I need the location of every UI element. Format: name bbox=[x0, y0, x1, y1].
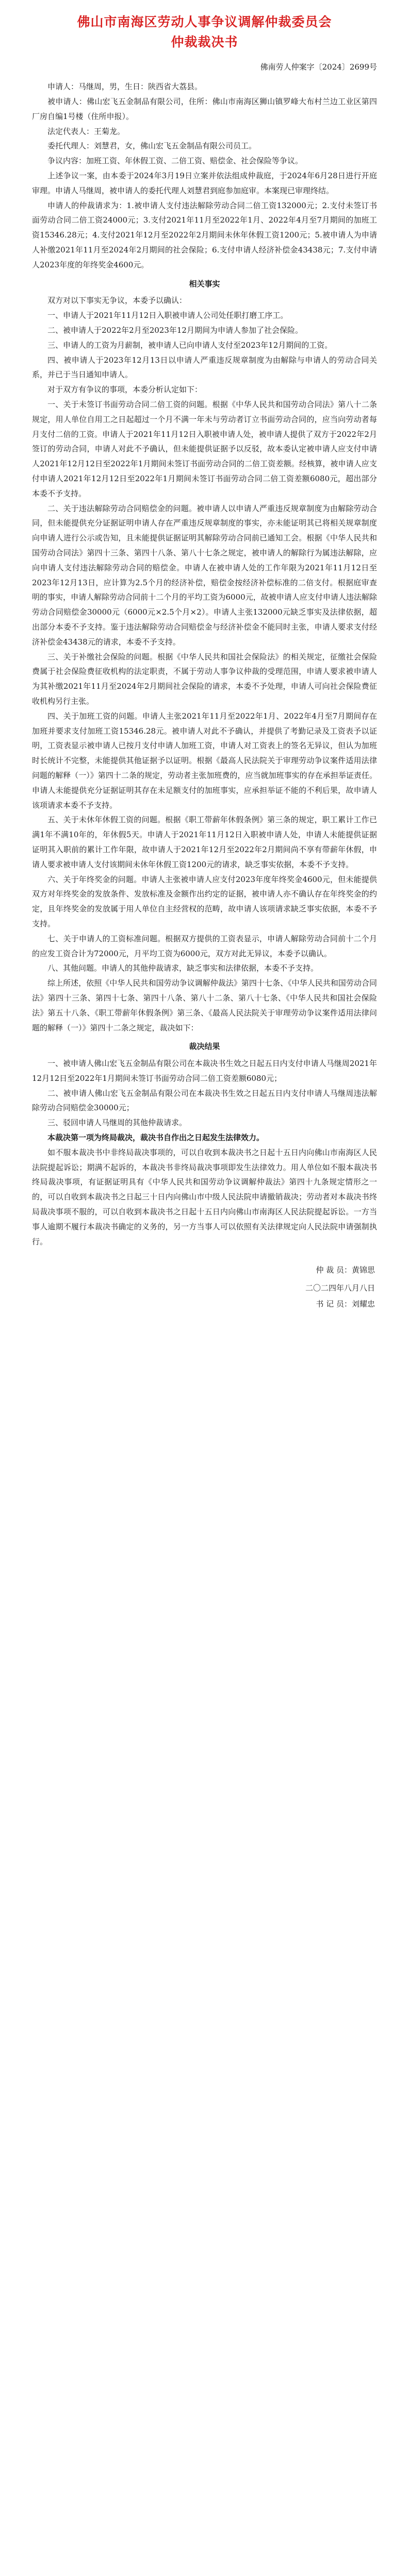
parties-section bbox=[32, 79, 377, 168]
clerk-label: 书 记 员： bbox=[316, 1299, 352, 1309]
analysis-section bbox=[32, 397, 377, 976]
intro-section bbox=[32, 168, 377, 273]
section-title-result: 裁决结果 bbox=[189, 1042, 220, 1052]
title-award: 仲裁裁决书 bbox=[171, 34, 238, 49]
fact-paragraph: 三、申请人的工资为月薪制，被申请人已向申请人支付至2023年12月期间的工资。 bbox=[47, 340, 333, 350]
clerk-name: 刘耀忠 bbox=[351, 1299, 375, 1309]
analysis-paragraph: 五、关于未休年休假工资的问题。根据《职工带薪年休假条例》第三条的规定，职工累计工作已满1年不满10年的，年休假5天。申请人于2021年11月12日入职被申请人处，申请人未能提供证据证明其入职前的累计工作年限，故申请人于2021年12月至2022年2月期间尚不享有带薪年休假，申请人要求被申请人支付该期间未休年休假工资1200元的请求，缺乏事实依据，本委不予支持。 bbox=[32, 815, 377, 869]
section-title-facts: 相关事实 bbox=[189, 279, 220, 289]
clerk-line bbox=[32, 1296, 377, 1312]
ruling-item: 三、驳回申请人马继周的其他仲裁请求。 bbox=[47, 1118, 187, 1128]
party-applicant: 申请人：马继周，男，生日：陕西省大荔县。 bbox=[47, 82, 203, 92]
legal-basis: 综上所述，依照《中华人民共和国劳动争议调解仲裁法》第四十七条、《中华人民共和国劳动合同法》第四十三条、第四十七条、第四十八条、第八十二条、第八十七条、《中华人民共和国社会保险法》第五十八条、《职工带薪年休假条例》第三条、《最高人民法院关于审理劳动争议案件适用法律问题的解释（一）》第四十二条之规定，裁决如下： bbox=[32, 978, 377, 1032]
party-agent: 委托代理人：刘慧君，女，佛山宏飞五金制品有限公司员工。 bbox=[47, 141, 257, 151]
analysis-paragraph: 八、其他问题。申请人的其他仲裁请求，缺乏事实和法律依据，本委不予支持。 bbox=[47, 963, 319, 973]
analysis-paragraph: 一、关于未签订书面劳动合同二倍工资的问题。根据《中华人民共和国劳动合同法》第八十二条规定，用人单位自用工之日起超过一个月不满一年未与劳动者订立书面劳动合同的，应当向劳动者每月支付二倍的工资。申请人于2021年11月12日入职被申请人处，被申请人提供了双方于2022年2月签订的劳动合同，申请人对此不予确认，但未能提供证据予以反驳，故本委认定被申请人应支付申请人2021年12月12日至2022年1月期间未签订书面劳动合同的二倍工资差额。经核算，被申请人应支付申请人2021年12月12日至2022年1月期间未签订书面劳动合同二倍工资差额6080元，超出部分本委不予支持。 bbox=[32, 400, 377, 498]
fact-paragraph: 二、被申请人于2022年2月至2023年12月期间为申请人参加了社会保险。 bbox=[47, 326, 303, 335]
fact-paragraph: 双方对以下事实无争议，本委予以确认： bbox=[47, 296, 187, 306]
arbitration-claims: 申请人的仲裁请求为：1.被申请人支付违法解除劳动合同二倍工资132000元；2.支付未签订书面劳动合同二倍工资24000元；3.支付2021年11月至2022年1月、2022年4月至7月期间的加班工资15346.28元；4.支付2021年12月至2022年2月期间未休年休假工资1200元；5.被申请人为申请人补缴2021年11月至2024年2月期间的社会保险；6.支付申请人经济补偿金43438元；7.支付申请人2023年度的年终奖金4600元。 bbox=[32, 200, 377, 269]
facts-section bbox=[32, 293, 377, 382]
analysis-paragraph: 七、关于申请人的工资标准问题。根据双方提供的工资表显示，申请人解除劳动合同前十二个月的应发工资合计为72000元，月平均工资为6000元，双方对此无异议，本委予以确认。 bbox=[32, 934, 377, 958]
party-legal-representative: 法定代表人：王菊龙。 bbox=[47, 126, 125, 136]
analysis-paragraph: 六、关于年终奖金的问题。申请人主张被申请人应支付2023年度年终奖金4600元，但未能提供双方对年终奖金的发放条件、发放标准及金额作出约定的证据，被申请人亦不确认存在年终奖金的约定，且年终奖金的发放属于用人单位自主经营权的范畴，故申请人该项请求缺乏事实依据，本委不予支持。 bbox=[32, 874, 377, 928]
fact-paragraph: 一、申请人于2021年11月12日入职被申请人公司处任职打磨工序工。 bbox=[47, 311, 288, 320]
party-respondent: 被申请人：佛山宏飞五金制品有限公司，住所：佛山市南海区狮山镇罗峰大布村兰边工业区第四厂房自编1号楼（住所申报）。 bbox=[32, 97, 377, 121]
dispute-intro: 对于双方有争议的事项，本委分析认定如下： bbox=[47, 385, 203, 395]
arbitrator-name: 黄锦思 bbox=[351, 1265, 375, 1275]
analysis-paragraph: 二、关于违法解除劳动合同赔偿金的问题。被申请人以申请人严重违反规章制度为由解除劳动合同，但未能提供充分证据证明申请人存在严重违反规章制度的事实，亦未能证明其已将相关规章制度向申请人进行公示或告知，且未能提供证据证明其解除劳动合同前已通知工会。根据《中华人民共和国劳动合同法》第四十三条、第四十八条、第八十七条之规定，被申请人的解除行为属违法解除，应向申请人支付违法解除劳动合同的赔偿金。申请人在被申请人处的工作年限为2021年11月12日至2023年12月13日，应计算为2.5个月的经济补偿，赔偿金按经济补偿标准的二倍支付。根据庭审查明的事实，申请人解除劳动合同前十二个月的平均工资为6000元，故被申请人应支付申请人违法解除劳动合同赔偿金30000元（6000元×2.5个月×2）。申请人主张132000元缺乏事实及法律依据，超出部分本委不予支持。鉴于违法解除劳动合同赔偿金与经济补偿金不能同时主张，申请人要求支付经济补偿金43438元的请求，本委不予支持。 bbox=[32, 503, 377, 647]
award-date: 二〇二四年八月八日 bbox=[305, 1283, 375, 1293]
analysis-paragraph: 三、关于补缴社会保险的问题。根据《中华人民共和国社会保险法》的相关规定，征缴社会保险费属于社会保险费征收机构的法定职责，不属于劳动人事争议仲裁的受理范围，申请人要求被申请人为其补缴2021年11月至2024年2月期间社会保险的请求，本委不予处理，申请人可向社会保险费征收机构另行主张。 bbox=[32, 652, 377, 706]
finality-statement: 本裁决第一项为终局裁决，裁决书自作出之日起发生法律效力。 bbox=[47, 1133, 265, 1143]
case-number: 佛南劳人仲案字〔2024〕2699号 bbox=[260, 62, 377, 72]
arbitrator-label: 仲 裁 员： bbox=[316, 1265, 352, 1275]
analysis-paragraph: 四、关于加班工资的问题。申请人主张2021年11月至2022年1月、2022年4月至7月期间存在加班并要求支付加班工资15346.28元。被申请人对此不予确认，并提供了考勤记录及工资表予以证明，工资表显示被申请人已按月支付申请人加班工资，申请人对工资表上的签名无异议，但认为加班时长统计不完整，未能提供其他证据予以证明。根据《最高人民法院关于审理劳动争议案件适用法律问题的解释（一）》第四十二条的规定，劳动者主张加班费的，应当就加班事实的存在承担举证责任。申请人未能提供充分证据证明其存在未足额支付的加班事实，应承担举证不能的不利后果，故申请人该项请求本委不予支持。 bbox=[32, 711, 377, 810]
rulings-section bbox=[32, 1056, 377, 1130]
dispute-content: 争议内容：加班工资、年休假工资、二倍工资、赔偿金、社会保险等争议。 bbox=[47, 156, 303, 166]
title-commission: 佛山市南海区劳动人事争议调解仲裁委员会 bbox=[77, 14, 332, 29]
ruling-item: 一、被申请人佛山宏飞五金制品有限公司在本裁决书生效之日起五日内支付申请人马继周2021年12月12日至2022年1月期间未签订书面劳动合同二倍工资差额6080元； bbox=[32, 1059, 377, 1083]
signature-block bbox=[32, 1262, 377, 1312]
case-procedure: 上述争议一案，由本委于2024年3月19日立案并依法组成仲裁庭，于2024年6月28日进行开庭审理。申请人马继周，被申请人的委托代理人刘慧君到庭参加庭审。本案现已审理终结。 bbox=[32, 171, 377, 195]
ruling-item: 二、被申请人佛山宏飞五金制品有限公司在本裁决书生效之日起五日内支付申请人马继周违法解除劳动合同赔偿金30000元； bbox=[32, 1088, 377, 1113]
document-title bbox=[32, 12, 377, 53]
fact-paragraph: 四、被申请人于2023年12月13日以申请人严重违反规章制度为由解除与申请人的劳动合同关系，并已于当日通知申请人。 bbox=[32, 355, 377, 380]
appeal-notice: 如不服本裁决书中非终局裁决事项的，可以自收到本裁决书之日起十五日内向佛山市南海区人民法院提起诉讼；期满不起诉的，本裁决书非终局裁决事项即发生法律效力。用人单位如不服本裁决书终局裁决事项，有证据证明具有《中华人民共和国劳动争议调解仲裁法》第四十九条规定情形之一的，可以自收到本裁决书之日起三十日内向佛山市中级人民法院申请撤销裁决；劳动者对本裁决书终局裁决事项不服的，可以自收到本裁决书之日起十五日内向佛山市南海区人民法院提起诉讼。一方当事人逾期不履行本裁决书确定的义务的，另一方当事人可以依照有关法律规定向人民法院申请强制执行。 bbox=[32, 1147, 377, 1246]
arbitrator-line bbox=[32, 1262, 377, 1278]
